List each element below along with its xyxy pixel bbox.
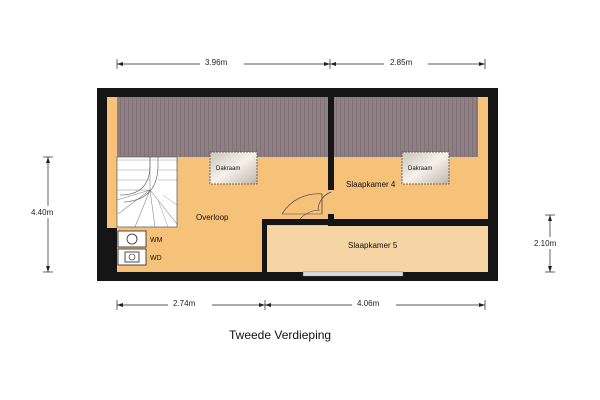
roof-slope-left [117, 97, 328, 157]
roof-slope-right [334, 97, 478, 157]
dimension-label: 2.74m [173, 299, 196, 308]
dimension-right [532, 215, 570, 272]
dimension-label: 4.40m [31, 208, 54, 217]
staircase [117, 157, 177, 227]
skylight-label: Dakraam [408, 166, 433, 172]
dimension-label: 4.06m [357, 299, 380, 308]
dimension-label: 2.10m [534, 239, 557, 248]
skylight-left [210, 152, 257, 184]
appliance-niche-wall [107, 228, 117, 272]
skylight-label: Dakraam [216, 166, 241, 172]
room-label-landing: Overloop [196, 213, 229, 222]
dryer-label: WD [150, 255, 162, 262]
room-label-bedroom-4: Slaapkamer 4 [346, 180, 396, 189]
skylight-right [402, 152, 449, 184]
dimension-bottom [117, 298, 485, 310]
floor-title: Tweede Verdieping [229, 328, 332, 342]
washer-label: WM [150, 237, 163, 244]
dimension-label: 3.96m [205, 58, 228, 67]
dimension-left [30, 157, 68, 272]
interior-wall-horizontal [262, 219, 488, 225]
interior-wall-bedroom5-left [262, 219, 267, 272]
dimension-top [117, 57, 485, 69]
room-label-bedroom-5: Slaapkamer 5 [348, 241, 398, 250]
dimension-label: 2.85m [390, 58, 413, 67]
